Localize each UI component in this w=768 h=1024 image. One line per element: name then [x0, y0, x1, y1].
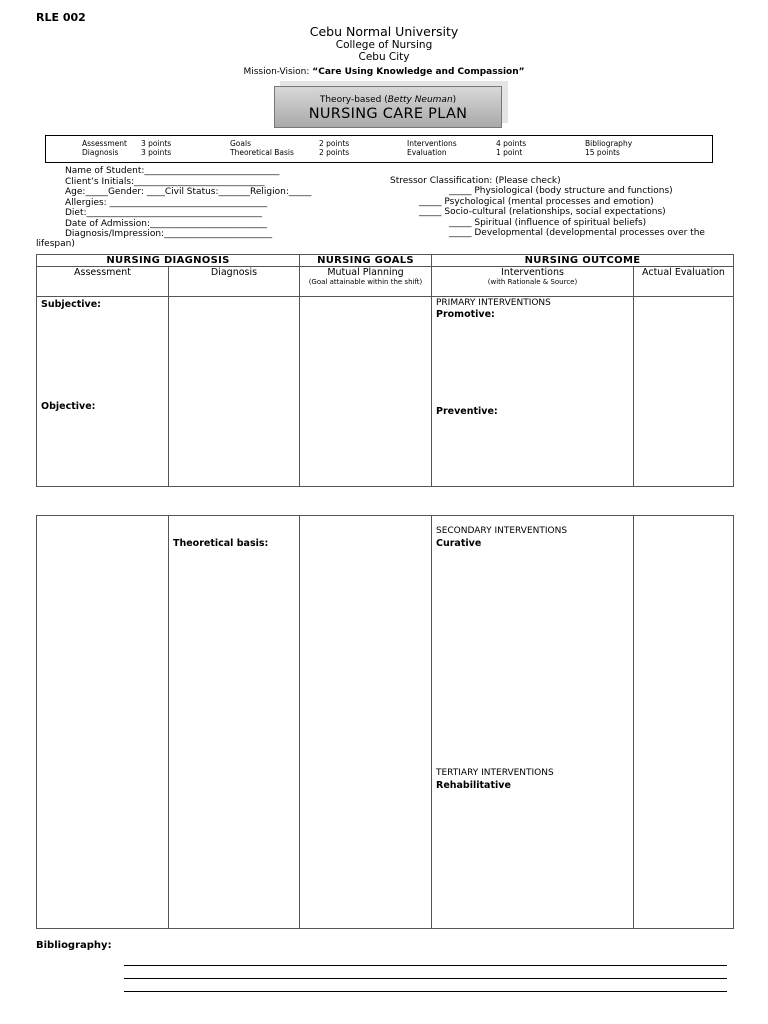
diagnosis-cell[interactable] — [169, 297, 300, 487]
stressor-spiritual[interactable]: _____ Spiritual (influence of spiritual beliefs) — [449, 218, 647, 228]
points-theoretical-label: Theoretical Basis — [230, 148, 294, 157]
points-interventions-label: Interventions — [407, 139, 457, 148]
col-mutual-planning — [300, 267, 432, 297]
points-diagnosis-value: 3 points — [141, 148, 172, 157]
promotive-label: Promotive: — [436, 309, 495, 320]
theoretical-basis-label: Theoretical basis: — [173, 538, 269, 549]
theorist-name: Betty Neuman — [387, 95, 453, 105]
diagnosis-impression-field[interactable]: Diagnosis/Impression:________________________ — [65, 229, 273, 239]
theory-line: Theory-based (Betty Neuman) — [319, 95, 457, 105]
objective-label: Objective: — [41, 401, 96, 412]
diagnosis-cell-2[interactable] — [169, 516, 300, 929]
interventions-cell-2[interactable] — [432, 516, 634, 929]
mutual-planning-cell[interactable] — [300, 297, 432, 487]
header-nursing-diagnosis: NURSING DIAGNOSIS — [37, 255, 300, 267]
points-theoretical-value: 2 points — [319, 148, 350, 157]
points-goals-label: Goals — [230, 139, 251, 148]
title-banner — [274, 86, 502, 128]
points-diagnosis-label: Diagnosis — [82, 148, 119, 157]
assessment-cell[interactable] — [37, 297, 169, 487]
city-name: Cebu City — [358, 51, 410, 63]
bibliography-label: Bibliography: — [36, 940, 112, 951]
points-evaluation-value: 1 point — [496, 148, 523, 157]
mutual-planning-label: Mutual Planning — [327, 267, 404, 278]
col-actual-evaluation: Actual Evaluation — [634, 267, 734, 297]
mission-vision — [0, 67, 768, 77]
subjective-label: Subjective: — [41, 299, 101, 310]
points-interventions-value: 4 points — [496, 139, 527, 148]
age-gender-field[interactable]: Age:_____Gender: ____Civil Status:_______Religion:_____ — [65, 187, 312, 197]
tertiary-interventions-label: TERTIARY INTERVENTIONS — [436, 768, 554, 778]
document-code: RLE 002 — [36, 11, 86, 24]
evaluation-cell-2[interactable] — [634, 516, 734, 929]
interventions-cell[interactable] — [432, 297, 634, 487]
points-assessment-label: Assessment — [82, 139, 127, 148]
lifespan-text: lifespan) — [36, 239, 75, 249]
curative-label: Curative — [436, 538, 482, 549]
care-plan-table-continued — [36, 515, 734, 929]
interventions-note: (with Rationale & Source) — [487, 278, 578, 286]
rehabilitative-label: Rehabilitative — [436, 780, 511, 791]
admission-date-field[interactable]: Date of Admission:__________________________ — [65, 218, 268, 229]
student-name-field[interactable]: Name of Student:______________________________ — [65, 166, 280, 176]
points-goals-value: 2 points — [319, 139, 350, 148]
secondary-interventions-label: SECONDARY INTERVENTIONS — [436, 526, 568, 536]
bibliography-line-3[interactable] — [124, 991, 727, 992]
preventive-label: Preventive: — [436, 406, 498, 417]
primary-interventions-label: PRIMARY INTERVENTIONS — [436, 298, 551, 308]
points-box — [45, 135, 713, 163]
page-title: NURSING CARE PLAN — [308, 106, 468, 122]
university-name: Cebu Normal University — [309, 24, 459, 39]
diet-field[interactable]: Diet:_______________________________________ — [65, 208, 263, 218]
mutual-planning-note: (Goal attainable within the shift) — [308, 278, 423, 286]
stressor-title: Stressor Classification: (Please check) — [390, 176, 561, 186]
client-info — [65, 166, 311, 240]
points-assessment-value: 3 points — [141, 139, 172, 148]
college-name: College of Nursing — [335, 39, 433, 51]
stressor-sociocultural[interactable]: _____ Socio-cultural (relationships, social expectations) — [419, 207, 666, 217]
mission-label: Mission-Vision: — [243, 67, 310, 77]
points-bibliography-value: 15 points — [585, 148, 620, 157]
points-bibliography-label: Bibliography — [585, 139, 633, 148]
evaluation-cell[interactable] — [634, 297, 734, 487]
stressor-physiological[interactable]: _____ Physiological (body structure and functions) — [449, 186, 673, 196]
bibliography-line-1[interactable] — [124, 965, 727, 966]
col-assessment: Assessment — [37, 267, 169, 297]
col-diagnosis: Diagnosis — [169, 267, 300, 297]
points-evaluation-label: Evaluation — [407, 148, 447, 157]
interventions-label: Interventions — [501, 267, 564, 278]
allergies-field[interactable]: Allergies: ___________________________________ — [65, 197, 268, 208]
mutual-planning-cell-2[interactable] — [300, 516, 432, 929]
col-interventions — [432, 267, 634, 297]
bibliography-line-2[interactable] — [124, 978, 727, 979]
assessment-cell-2[interactable] — [37, 516, 169, 929]
care-plan-table — [36, 254, 734, 487]
stressor-psychological[interactable]: _____ Psychological (mental processes and emotion) — [419, 197, 654, 207]
header-nursing-goals: NURSING GOALS — [300, 255, 432, 267]
mission-text: “Care Using Knowledge and Compassion” — [312, 67, 525, 77]
header-nursing-outcome: NURSING OUTCOME — [432, 255, 734, 267]
client-initials-field[interactable]: Client’s Initials:_____________________________ — [65, 176, 265, 187]
stressor-developmental[interactable]: _____ Developmental (developmental processes over the — [449, 228, 705, 238]
